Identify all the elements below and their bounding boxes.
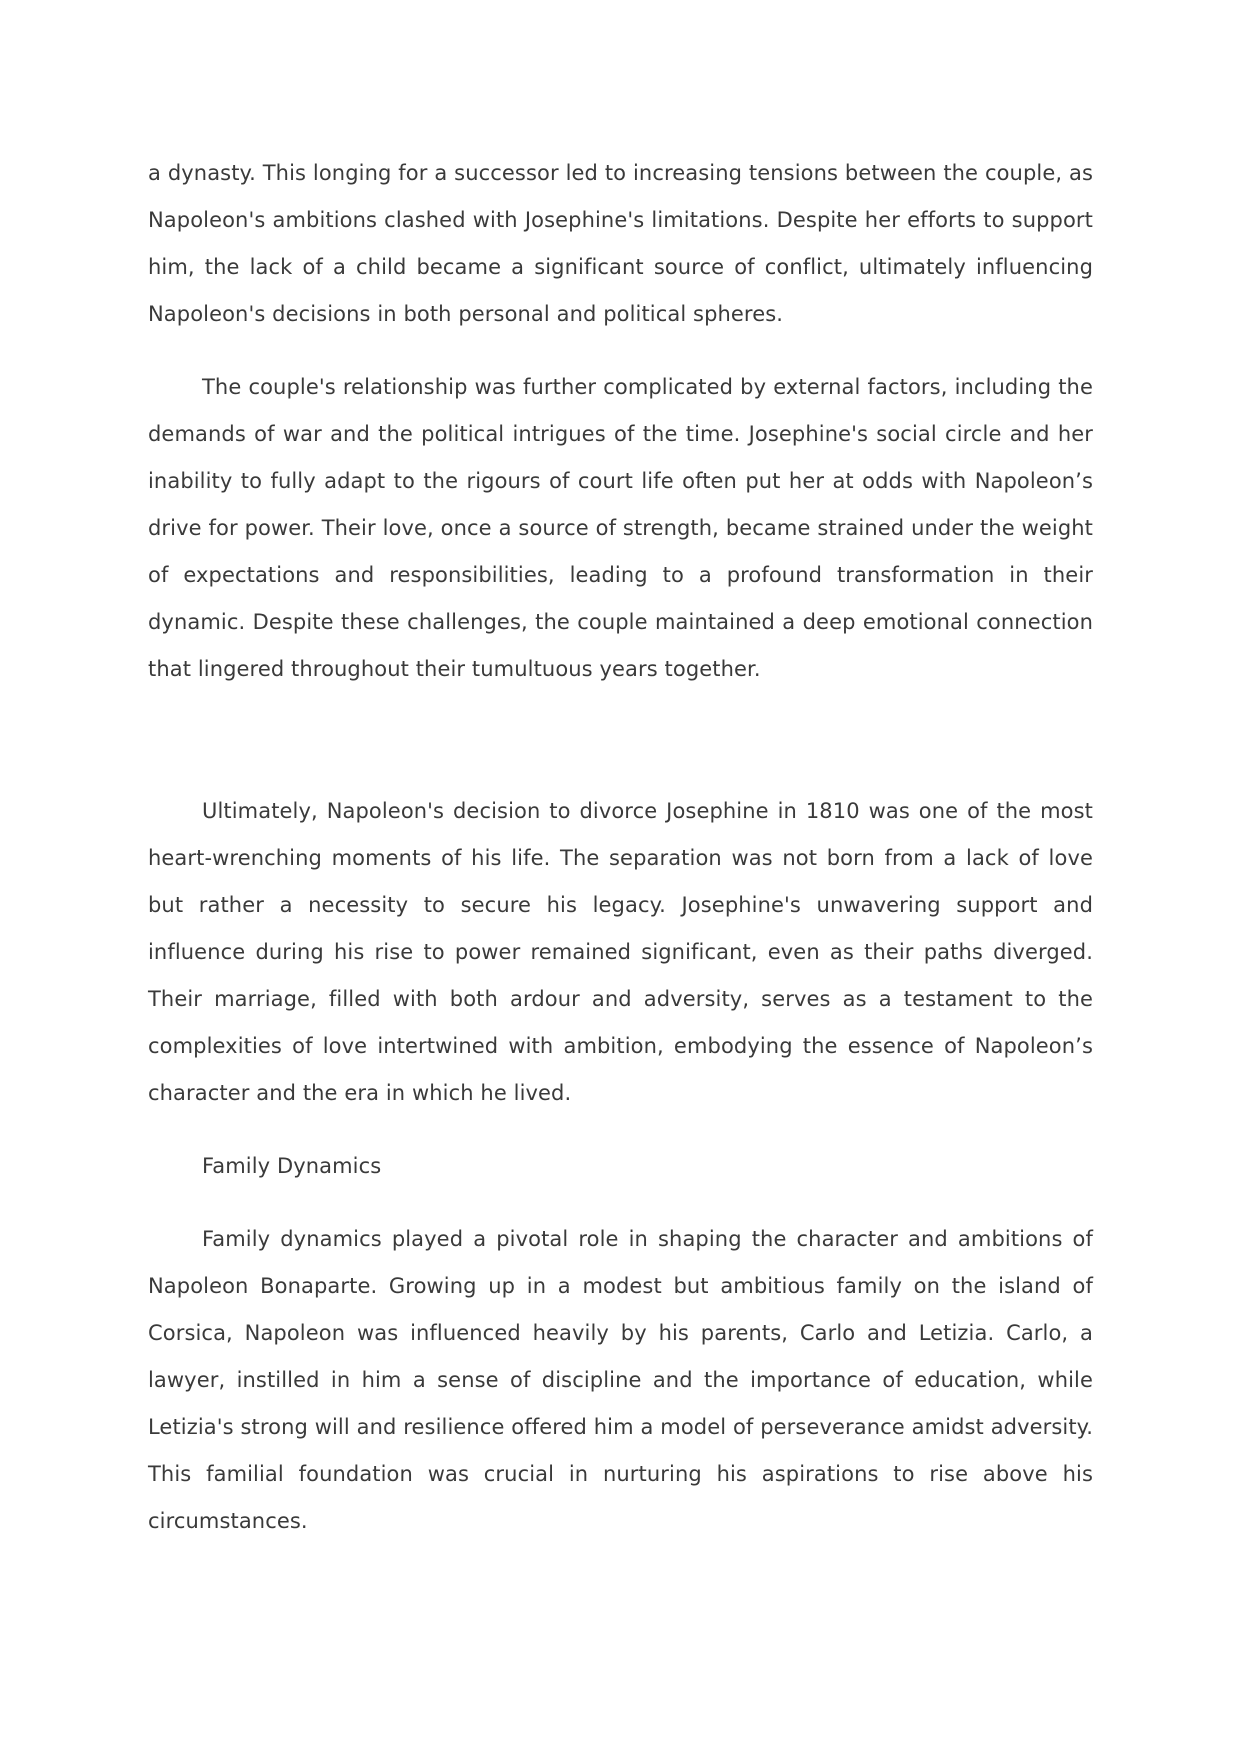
paragraph-spacer: [148, 1117, 1093, 1143]
paragraph-family: Family dynamics played a pivotal role in shaping the character and ambitions of Napoleon Bonaparte. Growing up in a modest but ambitious family on the island of Corsica, Napoleon was influenced heavily by his parents, Carlo and Letizia. Carlo, a lawyer, instilled in him a sense of discipline and the importance of education, while Letizia's strong will and resilience offered him a model of perseverance amidst adversity. This familial foundation was crucial in nurturing his aspirations to rise above his circumstances.: [148, 1227, 1093, 1533]
document-page: [148, 150, 1093, 1545]
section-heading-family-dynamics: Family Dynamics: [202, 1154, 382, 1178]
paragraph-relationship: The couple's relationship was further complicated by external factors, including the demands of war and the political intrigues of the time. Josephine's social circle and her inability to fully adapt to the rigours of court life often put her at odds with Napoleon’s drive for power. Their love, once a source of strength, became strained under the weight of expectations and responsibilities, leading to a profound transformation in their dynamic. Despite these challenges, the couple maintained a deep emotional connection that lingered throughout their tumultuous years together.: [148, 375, 1093, 681]
paragraph-divorce: Ultimately, Napoleon's decision to divorce Josephine in 1810 was one of the most heart-wrenching moments of his life. The separation was not born from a lack of love but rather a necessity to secure his legacy. Josephine's unwavering support and influence during his rise to power remained significant, even as their paths diverged. Their marriage, filled with both ardour and adversity, serves as a testament to the complexities of love intertwined with ambition, embodying the essence of Napoleon’s character and the era in which he lived.: [148, 799, 1093, 1105]
paragraph-spacer: [148, 338, 1093, 364]
paragraph-dynasty: a dynasty. This longing for a successor led to increasing tensions between the couple, as Napoleon's ambitions clashed with Josephine's limitations. Despite her efforts to support him, the lack of a child became a significant source of conflict, ultimately influencing Napoleon's decisions in both personal and political spheres.: [148, 161, 1093, 326]
section-spacer: [148, 693, 1093, 788]
paragraph-spacer: [148, 1190, 1093, 1216]
